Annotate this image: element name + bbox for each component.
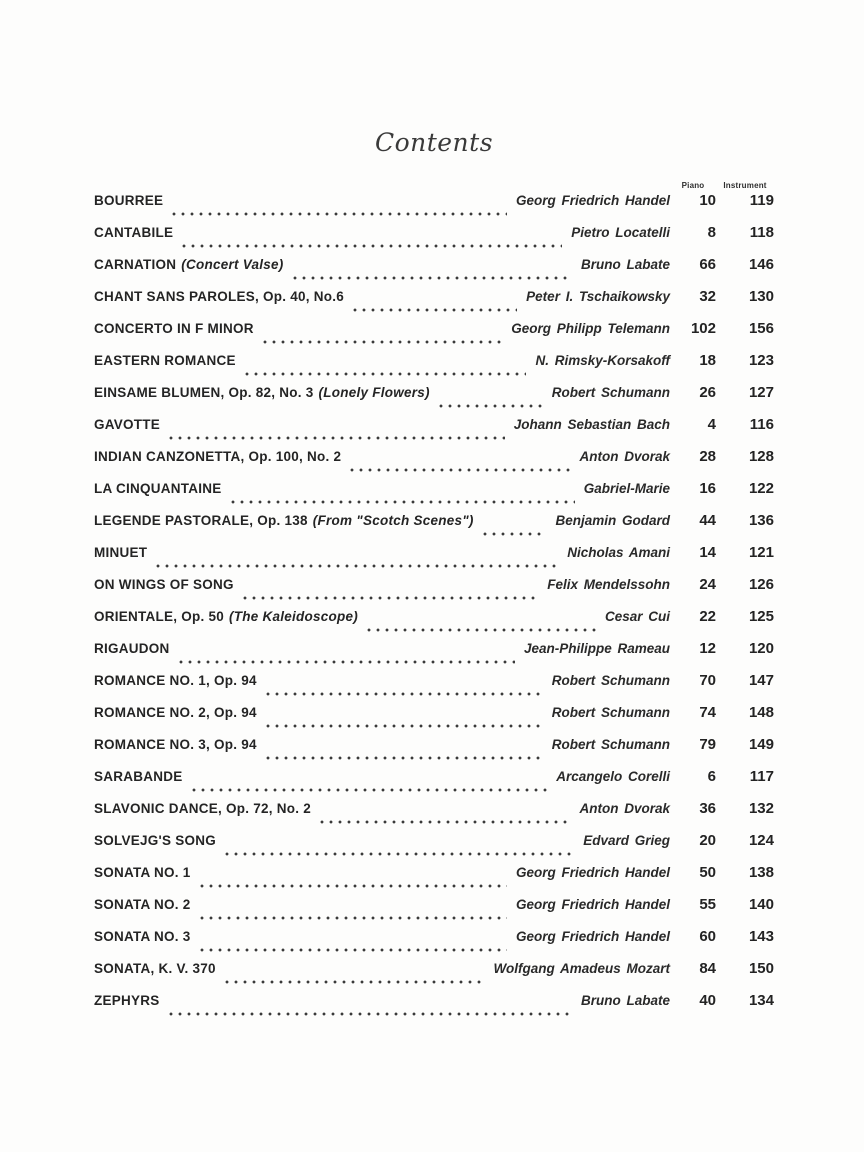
dot-leader bbox=[245, 372, 527, 376]
toc-entry bbox=[94, 415, 774, 447]
toc-entry bbox=[94, 607, 774, 639]
entry-title: CONCERTO IN F MINOR bbox=[94, 321, 254, 336]
entry-piano-page: 4 bbox=[707, 416, 716, 433]
entry-instrument-page: 134 bbox=[748, 992, 774, 1009]
entry-piano-page: 32 bbox=[699, 288, 716, 305]
entry-title: EASTERN ROMANCE bbox=[94, 353, 236, 368]
entry-title: RIGAUDON bbox=[94, 641, 170, 656]
toc-entry bbox=[94, 799, 774, 831]
entry-instrument-page: 116 bbox=[749, 416, 774, 433]
entry-title: SONATA NO. 1 bbox=[94, 865, 191, 880]
entry-instrument-page: 117 bbox=[749, 768, 774, 785]
dot-leader bbox=[320, 820, 570, 824]
entry-piano-page: 26 bbox=[699, 384, 716, 401]
dot-leader bbox=[350, 468, 570, 472]
dot-leader bbox=[169, 436, 505, 440]
entry-instrument-page: 147 bbox=[748, 672, 774, 689]
entry-instrument-page: 132 bbox=[748, 800, 774, 817]
entry-instrument-page: 149 bbox=[748, 736, 774, 753]
toc-entry bbox=[94, 447, 774, 479]
entry-instrument-page: 140 bbox=[748, 896, 774, 913]
entry-title: INDIAN CANZONETTA, Op. 100, No. 2 bbox=[94, 449, 342, 464]
entry-title: CARNATION (Concert Valse) bbox=[94, 257, 284, 272]
entry-composer: Anton Dvorak bbox=[579, 801, 670, 816]
entry-instrument-page: 143 bbox=[748, 928, 774, 945]
entry-composer: Robert Schumann bbox=[551, 385, 670, 400]
entry-piano-page: 6 bbox=[707, 768, 716, 785]
toc-entry bbox=[94, 767, 774, 799]
toc-entry bbox=[94, 511, 774, 543]
toc-entry bbox=[94, 703, 774, 735]
entry-composer: Benjamin Godard bbox=[555, 513, 670, 528]
entry-instrument-page: 148 bbox=[748, 704, 774, 721]
entry-composer: Jean-Philippe Rameau bbox=[523, 641, 670, 656]
entry-piano-page: 70 bbox=[699, 672, 716, 689]
toc-entry bbox=[94, 639, 774, 671]
dot-leader bbox=[182, 244, 562, 248]
entry-composer: Georg Friedrich Handel bbox=[515, 193, 670, 208]
column-headers bbox=[94, 181, 774, 190]
entry-title: ROMANCE NO. 3, Op. 94 bbox=[94, 737, 257, 752]
entry-composer: Edvard Grieg bbox=[583, 833, 670, 848]
entry-composer: Nicholas Amani bbox=[567, 545, 670, 560]
entry-piano-page: 84 bbox=[699, 960, 716, 977]
entry-instrument-page: 136 bbox=[748, 512, 774, 529]
entry-composer: Georg Friedrich Handel bbox=[515, 929, 670, 944]
entry-piano-page: 24 bbox=[699, 576, 716, 593]
dot-leader bbox=[263, 340, 502, 344]
dot-leader bbox=[200, 916, 507, 920]
entry-instrument-page: 156 bbox=[748, 320, 774, 337]
entry-piano-page: 10 bbox=[699, 192, 716, 209]
entry-title: ZEPHYRS bbox=[94, 993, 160, 1008]
entry-title: SONATA NO. 2 bbox=[94, 897, 191, 912]
entry-piano-page: 12 bbox=[699, 640, 716, 657]
entry-title: BOURREE bbox=[94, 193, 164, 208]
entry-title: GAVOTTE bbox=[94, 417, 161, 432]
toc-entry bbox=[94, 287, 774, 319]
entry-composer: Cesar Cui bbox=[604, 609, 670, 624]
entry-instrument-page: 122 bbox=[748, 480, 774, 497]
entry-composer: Johann Sebastian Bach bbox=[513, 417, 670, 432]
page-title: Contents bbox=[374, 128, 494, 157]
toc-entry bbox=[94, 735, 774, 767]
entry-title: EINSAME BLUMEN, Op. 82, No. 3 (Lonely Flowers) bbox=[94, 385, 430, 400]
entry-piano-page: 50 bbox=[699, 864, 716, 881]
entry-instrument-page: 146 bbox=[748, 256, 774, 273]
entry-title: SONATA NO. 3 bbox=[94, 929, 191, 944]
entry-composer: Georg Friedrich Handel bbox=[515, 897, 670, 912]
toc-entry bbox=[94, 255, 774, 287]
entry-composer: Wolfgang Amadeus Mozart bbox=[493, 961, 670, 976]
entry-title: SLAVONIC DANCE, Op. 72, No. 2 bbox=[94, 801, 312, 816]
toc-entry bbox=[94, 223, 774, 255]
toc-entry bbox=[94, 927, 774, 959]
entry-composer: Anton Dvorak bbox=[579, 449, 670, 464]
entry-piano-page: 102 bbox=[690, 320, 716, 337]
piano-column-header: Piano bbox=[681, 181, 705, 190]
dot-leader bbox=[225, 980, 485, 984]
dot-leader bbox=[293, 276, 572, 280]
entry-title: LA CINQUANTAINE bbox=[94, 481, 222, 496]
entry-piano-page: 74 bbox=[699, 704, 716, 721]
toc-entry bbox=[94, 191, 774, 223]
entry-title: ON WINGS OF SONG bbox=[94, 577, 234, 592]
entry-title: SOLVEJG'S SONG bbox=[94, 833, 216, 848]
entry-piano-page: 55 bbox=[699, 896, 716, 913]
entry-composer: Pietro Locatelli bbox=[571, 225, 670, 240]
entry-title: ROMANCE NO. 1, Op. 94 bbox=[94, 673, 257, 688]
entry-piano-page: 18 bbox=[699, 352, 716, 369]
dot-leader bbox=[231, 500, 575, 504]
toc-entry bbox=[94, 479, 774, 511]
entry-piano-page: 28 bbox=[699, 448, 716, 465]
entry-instrument-page: 138 bbox=[748, 864, 774, 881]
dot-leader bbox=[192, 788, 548, 792]
entry-piano-page: 20 bbox=[699, 832, 716, 849]
toc-entry bbox=[94, 575, 774, 607]
toc-entry bbox=[94, 319, 774, 351]
entry-title: ROMANCE NO. 2, Op. 94 bbox=[94, 705, 257, 720]
entry-composer: Bruno Labate bbox=[580, 993, 670, 1008]
toc-entry bbox=[94, 991, 774, 1023]
entry-piano-page: 36 bbox=[699, 800, 716, 817]
entry-title: LEGENDE PASTORALE, Op. 138 (From "Scotch Scenes") bbox=[94, 513, 474, 528]
toc-entry bbox=[94, 543, 774, 575]
entry-title: CHANT SANS PAROLES, Op. 40, No.6 bbox=[94, 289, 345, 304]
dot-leader bbox=[179, 660, 515, 664]
toc-entry bbox=[94, 671, 774, 703]
entry-piano-page: 44 bbox=[699, 512, 716, 529]
entry-title: SARABANDE bbox=[94, 769, 183, 784]
dot-leader bbox=[266, 724, 543, 728]
entry-instrument-page: 121 bbox=[748, 544, 774, 561]
entry-composer: Felix Mendelssohn bbox=[547, 577, 670, 592]
entry-composer: Georg Friedrich Handel bbox=[515, 865, 670, 880]
dot-leader bbox=[156, 564, 558, 568]
entry-instrument-page: 119 bbox=[749, 192, 774, 209]
entry-title: SONATA, K. V. 370 bbox=[94, 961, 216, 976]
entry-piano-page: 60 bbox=[699, 928, 716, 945]
entry-instrument-page: 120 bbox=[748, 640, 774, 657]
toc-entry bbox=[94, 831, 774, 863]
dot-leader bbox=[200, 884, 507, 888]
entry-composer: Peter I. Tschaikowsky bbox=[526, 289, 670, 304]
dot-leader bbox=[367, 628, 596, 632]
entry-composer: Gabriel-Marie bbox=[583, 481, 670, 496]
dot-leader bbox=[266, 756, 543, 760]
entry-composer: N. Rimsky-Korsakoff bbox=[535, 353, 670, 368]
entry-piano-page: 40 bbox=[699, 992, 716, 1009]
dot-leader bbox=[243, 596, 538, 600]
entry-composer: Robert Schumann bbox=[551, 737, 670, 752]
entry-composer: Arcangelo Corelli bbox=[556, 769, 670, 784]
entry-instrument-page: 118 bbox=[749, 224, 774, 241]
dot-leader bbox=[169, 1012, 572, 1016]
toc-entry bbox=[94, 383, 774, 415]
entry-title: MINUET bbox=[94, 545, 148, 560]
entry-instrument-page: 127 bbox=[748, 384, 774, 401]
entry-piano-page: 66 bbox=[699, 256, 716, 273]
entry-piano-page: 14 bbox=[699, 544, 716, 561]
entry-title: ORIENTALE, Op. 50 (The Kaleidoscope) bbox=[94, 609, 359, 624]
entry-piano-page: 8 bbox=[707, 224, 716, 241]
entry-instrument-page: 125 bbox=[748, 608, 774, 625]
dot-leader bbox=[200, 948, 507, 952]
entry-composer: Robert Schumann bbox=[551, 705, 670, 720]
entry-instrument-page: 128 bbox=[748, 448, 774, 465]
entry-piano-page: 22 bbox=[699, 608, 716, 625]
entry-composer: Robert Schumann bbox=[551, 673, 670, 688]
dot-leader bbox=[439, 404, 543, 408]
entry-composer: Georg Philipp Telemann bbox=[511, 321, 670, 336]
entry-title: CANTABILE bbox=[94, 225, 174, 240]
toc-entry bbox=[94, 351, 774, 383]
entry-instrument-page: 126 bbox=[748, 576, 774, 593]
entry-instrument-page: 124 bbox=[748, 832, 774, 849]
toc-entry bbox=[94, 959, 774, 991]
entry-piano-page: 16 bbox=[699, 480, 716, 497]
entry-composer: Bruno Labate bbox=[580, 257, 670, 272]
entry-instrument-page: 150 bbox=[748, 960, 774, 977]
instrument-column-header: Instrument bbox=[723, 181, 767, 190]
table-of-contents bbox=[94, 191, 774, 1023]
dot-leader bbox=[266, 692, 543, 696]
dot-leader bbox=[172, 212, 507, 216]
dot-leader bbox=[225, 852, 574, 856]
toc-entry bbox=[94, 895, 774, 927]
toc-entry bbox=[94, 863, 774, 895]
entry-instrument-page: 123 bbox=[748, 352, 774, 369]
dot-leader bbox=[483, 532, 547, 536]
dot-leader bbox=[353, 308, 517, 312]
entry-piano-page: 79 bbox=[699, 736, 716, 753]
entry-instrument-page: 130 bbox=[748, 288, 774, 305]
